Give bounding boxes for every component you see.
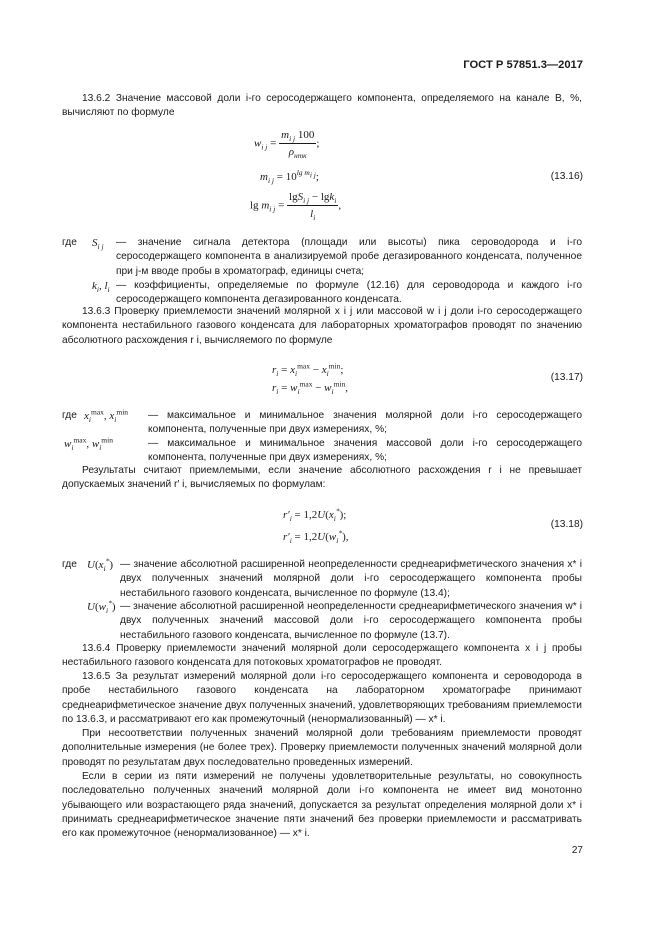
paragraph-13-6-2: 13.6.2 Значение массовой доли i-го серосодержащего компонента, определяемого на канале В, %, вычисляют по формуле xyxy=(62,93,582,119)
term-k-l: $k_i$, $l_i$ xyxy=(92,280,110,295)
definition-U-x: — значение абсолютной расширенной неопределенности среднеарифметического значения x* i двух полученных значений молярной доли i-го серосодержащего компонента пробы нестабильного газового конденсата, вычисленное по формуле (13.4); xyxy=(120,559,582,599)
page-number: 27 xyxy=(571,845,583,856)
formula-13-16b: $m_{i j} = 10^{lg m_{i j}}$; xyxy=(260,168,319,186)
formula-13-16a: $w_{i j}$ = $\frac{m_{i j} 100}{\rho_{нтк}}$ ; xyxy=(254,129,320,161)
formula-13-17a: $r_i = x_i^{max} - x_i^{min}$; xyxy=(272,361,344,379)
term-U-w: $U(w_i^*)$ xyxy=(87,598,116,616)
formula-13-16c: $\lg m_{i j}$ = $\frac{\lg S_{i j} - \lg k_i}{l_i}$ , xyxy=(250,191,342,223)
term-x-max-min: $x_i^{max}$, $x_i^{min}$ xyxy=(84,407,129,425)
paragraph-13-6-5: 13.6.5 За результат измерений молярной доли i-го серосодержащего компонента и сероводорода в пробе нестабильного газового конденсата на лабораторном хроматографе принимают среднеарифметическое значение двух полученных значений, удовлетворяющих требованиям приемлемости по 13.6.3, и рассматривают его как промежуточный (ненормализованный) — x* i. xyxy=(62,671,582,725)
formula-13-18a: $r'_i = 1,2U(x_i^*)$; xyxy=(283,506,347,524)
paragraph-acceptance: Результаты считают приемлемыми, если значение абсолютного расхождения r i не превышает допускаемых значений r′ i, вычисляемых по формулам: xyxy=(62,465,582,491)
definition-x-max-min: — максимальное и минимальное значения молярной доли i-го серосодержащего компонента, полученные при двух измерениях, %; xyxy=(148,410,582,436)
where-label: где xyxy=(62,410,77,421)
term-S-ij: $S_{i j}$ xyxy=(92,237,104,252)
definition-U-w: — значение абсолютной расширенной неопределенности среднеарифметического значения w* i двух полученных значений массовой доли i-го серосодержащего компонента пробы нестабильного газового конденсата, вычисленное по формуле (13.7). xyxy=(120,601,582,641)
definition-w-max-min: — максимальное и минимальное значения массовой доли i-го серосодержащего компонента, полученные при двух измерениях, %; xyxy=(148,438,582,464)
formula-13-18b: $r'_i = 1,2U(w_i^*)$, xyxy=(283,528,349,546)
term-U-x: $U(x_i^*)$ xyxy=(87,556,114,574)
paragraph-13-6-3: 13.6.3 Проверку приемлемости значений молярной x i j или массовой w i j доли i-го серосодержащего компонента нестабильного газового конденсата для лабораторных хроматографов проводят по значению абсолютного расхождения r i, вычисляемого по формуле xyxy=(62,306,582,346)
paragraph-nonconformity: При несоответствии полученных значений молярной доли требованиям приемлемости проводят дополнительные измерения (не более трех). Проверку приемлемости полученных значений молярной доли проводят по результатам двух последовательно проведенных измерений. xyxy=(62,728,582,768)
paragraph-five-measurements: Если в серии из пяти измерений не получены удовлетворительные результаты, но совокупность последовательно полученных значений молярной доли i-го компонента не имеет вид монотонно убывающего или возрастающего ряда значений, допускается за результат определения молярной доли x* i принимать среднеарифметическое значение пяти значений без проверки приемлемости и рассматривать его как промежуточное (ненормализованное) — x* i. xyxy=(62,771,582,840)
where-label: где xyxy=(62,237,77,248)
paragraph-13-6-4: 13.6.4 Проверку приемлемости значений молярной доли серосодержащего компонента x i j пробы нестабильного газового конденсата для потоковых хроматографов не проводят. xyxy=(62,643,582,669)
definition-S-ij: — значение сигнала детектора (площади или высоты) пика сероводорода и i-го серосодержащего компонента в анализируемой пробе дегазированного конденсата, полученное при j-м вводе пробы в хроматограф, единицы счета; xyxy=(116,237,582,277)
definition-list-13-17 xyxy=(62,409,582,463)
document-header: ГОСТ Р 57851.3—2017 xyxy=(463,59,583,71)
definition-list-13-16 xyxy=(62,236,582,306)
equation-number: (13.17) xyxy=(550,372,583,383)
formula-13-17b: $r_i = w_i^{max} - w_i^{min}$, xyxy=(272,379,349,397)
equation-number: (13.18) xyxy=(550,519,583,530)
equation-number: (13.16) xyxy=(550,171,583,182)
term-w-max-min: $w_i^{max}$, $w_i^{min}$ xyxy=(64,435,113,453)
where-label: где xyxy=(62,559,77,570)
definition-list-13-18 xyxy=(62,558,582,642)
definition-k-l: — коэффициенты, определяемые по формуле (12.16) для сероводорода и каждого i-го серосодержащего компонента дегазированного конденсата. xyxy=(116,280,582,306)
